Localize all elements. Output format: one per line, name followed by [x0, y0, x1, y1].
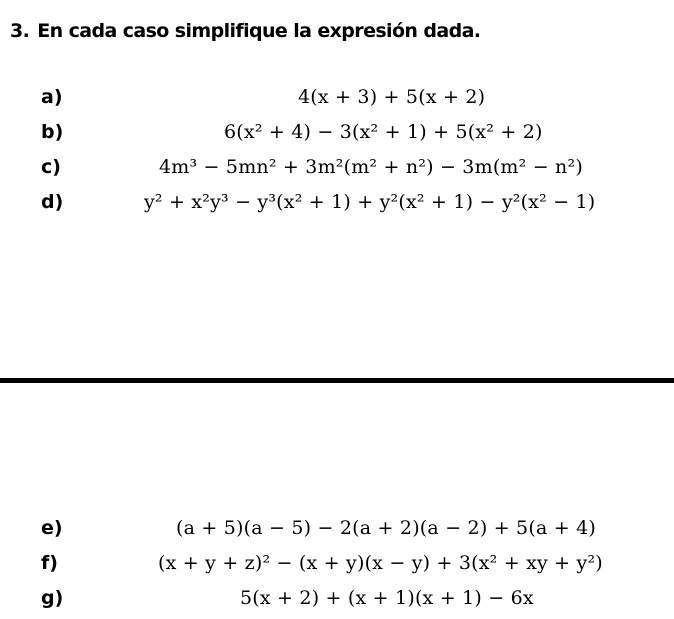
item-label: f)	[41, 552, 58, 574]
item-label: g)	[41, 587, 64, 609]
item-f	[0, 548, 674, 578]
item-a	[0, 82, 674, 112]
item-expression: 4(x + 3) + 5(x + 2)	[298, 86, 486, 108]
item-label: d)	[41, 191, 64, 213]
item-expression: y² + x²y³ − y³(x² + 1) + y²(x² + 1) − y²(x² − 1)	[144, 191, 596, 213]
item-label: a)	[41, 86, 63, 108]
item-c	[0, 152, 674, 182]
item-label: e)	[41, 517, 63, 539]
section-divider	[0, 378, 674, 383]
item-label: c)	[41, 156, 61, 178]
item-d	[0, 187, 674, 217]
item-label: b)	[41, 121, 64, 143]
exercise-number: 3.	[10, 20, 30, 42]
item-g	[0, 583, 674, 613]
item-expression: (a + 5)(a − 5) − 2(a + 2)(a − 2) + 5(a + 4)	[176, 517, 596, 539]
item-e	[0, 513, 674, 543]
exercise-heading	[10, 20, 480, 42]
item-b	[0, 117, 674, 147]
item-expression: 5(x + 2) + (x + 1)(x + 1) − 6x	[240, 587, 534, 609]
item-expression: 6(x² + 4) − 3(x² + 1) + 5(x² + 2)	[224, 121, 543, 143]
item-expression: (x + y + z)² − (x + y)(x − y) + 3(x² + xy + y²)	[158, 552, 603, 574]
item-expression: 4m³ − 5mn² + 3m²(m² + n²) − 3m(m² − n²)	[159, 156, 583, 178]
exercise-instruction: En cada caso simplifique la expresión dada.	[37, 20, 481, 42]
